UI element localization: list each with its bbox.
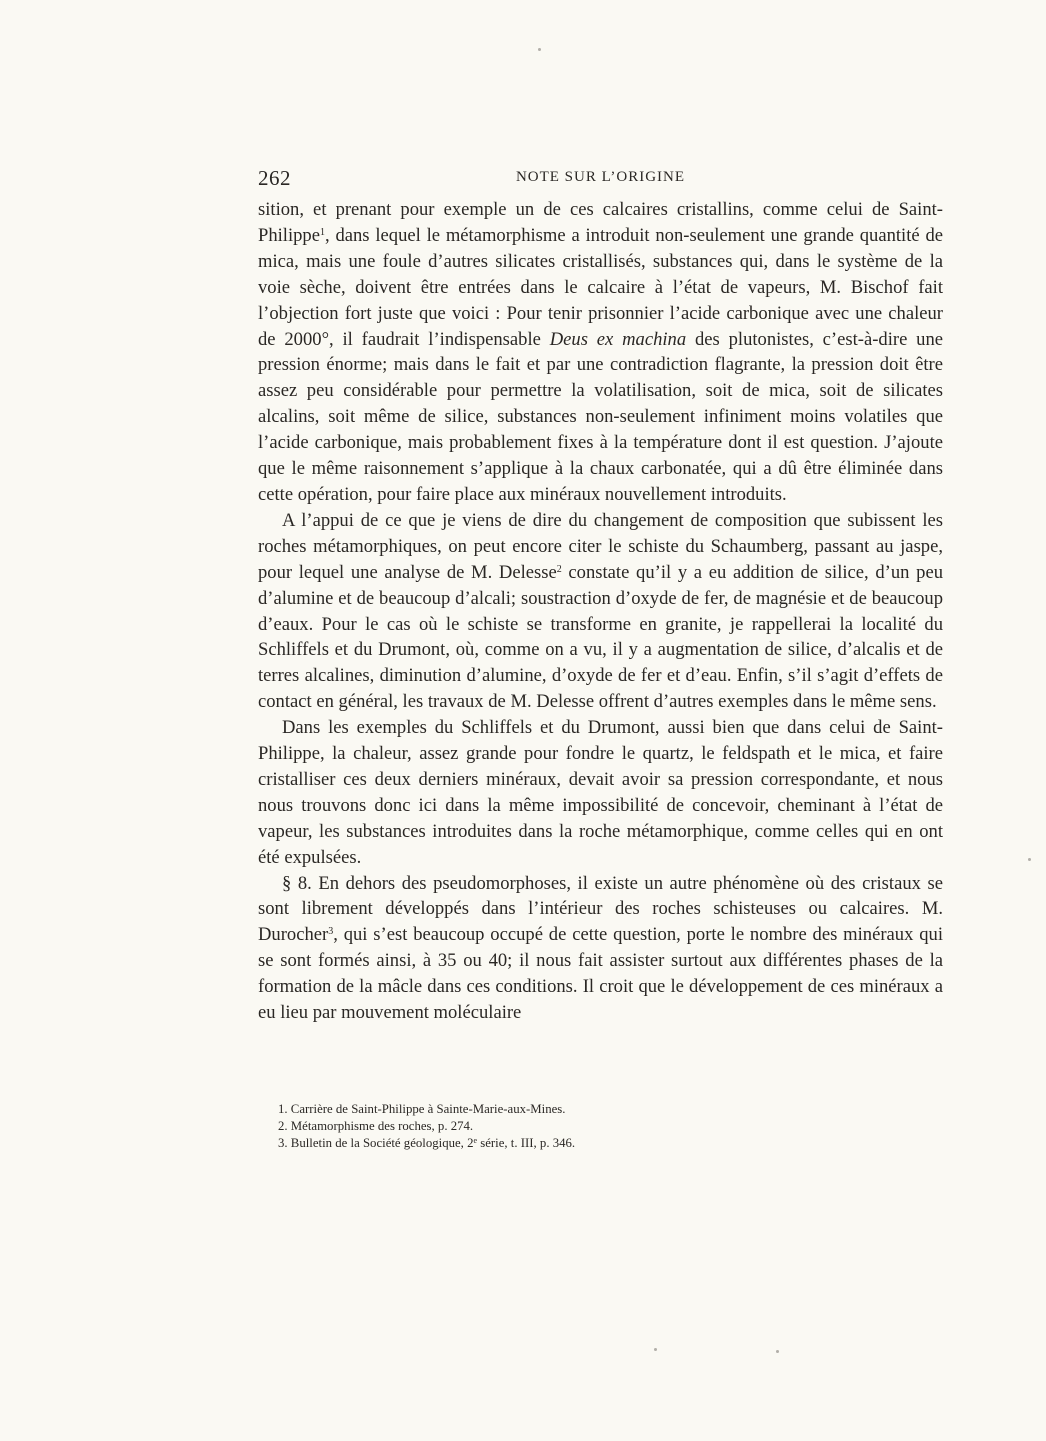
paragraph-1-part-b: , dans lequel le métamorphisme a introduit non-seulement une grande quantité de mica, mais une foule d’autres silicates cristallisés, substances qui, dans le système de la voie sèche, doivent être entrées dans le calcaire à l’état de vapeurs, M. Bischof fait l’objection fort juste que voici : Pour tenir prisonnier l’acide carbonique avec une chaleur de 2000°, il faudrait l’indispensable (258, 224, 943, 350)
paragraph-4 (258, 871, 943, 1026)
page-number: 262 (258, 166, 291, 190)
paper-speck (654, 1348, 657, 1351)
page-header (258, 166, 943, 192)
body-text (258, 197, 943, 1026)
paragraph-4-part-b: , qui s’est beaucoup occupé de cette question, porte le nombre des minéraux qui se sont formés ainsi, à 35 ou 40; il nous fait assister surtout aux différentes phases de la formation de la mâcle dans ces conditions. Il croit que le développement de ces minéraux a eu lieu par mouvement moléculaire (258, 924, 943, 1024)
paragraph-4-part-a: § 8. En dehors des pseudomorphoses, il existe un autre phénomène où des cristaux se sont librement développés dans l’intérieur des roches schisteuses ou calcaires. M. Durocher (258, 872, 943, 946)
footnote-ref-3: 3 (328, 926, 334, 938)
footnote-1: 1. Carrière de Saint-Philippe à Sainte-Marie-aux-Mines. (278, 1102, 566, 1116)
paragraph-3: Dans les exemples du Schliffels et du Drumont, aussi bien que dans celui de Saint-Philippe, la chaleur, assez grande pour fondre le quartz, le feldspath et le mica, et faire cristalliser ces deux derniers minéraux, devait avoir sa pression correspondante, et nous nous trouvons donc ici dans la même impossibilité de concevoir, cheminant à l’état de vapeur, les substances introduites dans la roche métamorphique, comme celles qui en ont été expulsées. (258, 717, 943, 868)
italic-phrase: Deus ex machina (549, 328, 687, 350)
paragraph-1 (258, 197, 943, 508)
paragraph-1-part-c: des plutonistes, c’est-à-dire une pression énorme; mais dans le fait et par une contradiction flagrante, la pression doit être assez peu considérable pour permettre la volatilisation, soit de mica, soit de silicates alcalins, soit même de silice, substances non-seulement infiniment moins volatiles que l’acide carbonique, mais probablement fixes à la température dont il est question. J’ajoute que le même raisonnement s’applique à la chaux carbonatée, qui a dû être éliminée dans cette opération, pour faire place aux minéraux nouvellement introduits. (258, 328, 943, 505)
paper-speck (538, 48, 541, 51)
paper-speck (1028, 858, 1031, 861)
paragraph-2-part-a: A l’appui de ce que je viens de dire du changement de composition que subissent les roches métamorphiques, on peut encore citer le schiste du Schaumberg, passant au jaspe, pour lequel une analyse de M. Delesse (258, 509, 943, 583)
paragraph-2-part-b: constate qu’il y a eu addition de silice, d’un peu d’alumine et de beaucoup d’alcali; soustraction d’oxyde de fer, de magnésie et de beaucoup d’eaux. Pour le cas où le schiste se transforme en granite, je rappellerai la localité du Schliffels et du Drumont, où, comme on a vu, il y a augmentation de silice, d’alcalis et de terres alcalines, diminution d’alumine, d’oxyde de fer et d’eau. Enfin, s’il s’agit d’effets de contact en général, les travaux de M. Delesse offrent d’autres exemples dans le même sens. (258, 561, 943, 713)
running-title: NOTE SUR L’ORIGINE (515, 169, 686, 185)
footnote-3-part-b: série, t. III, p. 346. (477, 1136, 576, 1150)
footnote-3 (278, 1135, 878, 1152)
footnote-3-part-a: 3. Bulletin de la Société géologique, 2 (278, 1136, 474, 1150)
footnote-3-superscript: e (473, 1136, 478, 1145)
footnote-2: 2. Métamorphisme des roches, p. 274. (278, 1119, 474, 1133)
footnote-ref-2: 2 (556, 563, 562, 575)
footnote-ref-1: 1 (319, 226, 325, 238)
footnotes (278, 1101, 878, 1152)
paper-speck (776, 1350, 779, 1353)
paragraph-2 (258, 508, 943, 715)
paragraph-1-part-a: sition, et prenant pour exemple un de ces calcaires cristallins, comme celui de Saint-Philippe (258, 199, 943, 246)
